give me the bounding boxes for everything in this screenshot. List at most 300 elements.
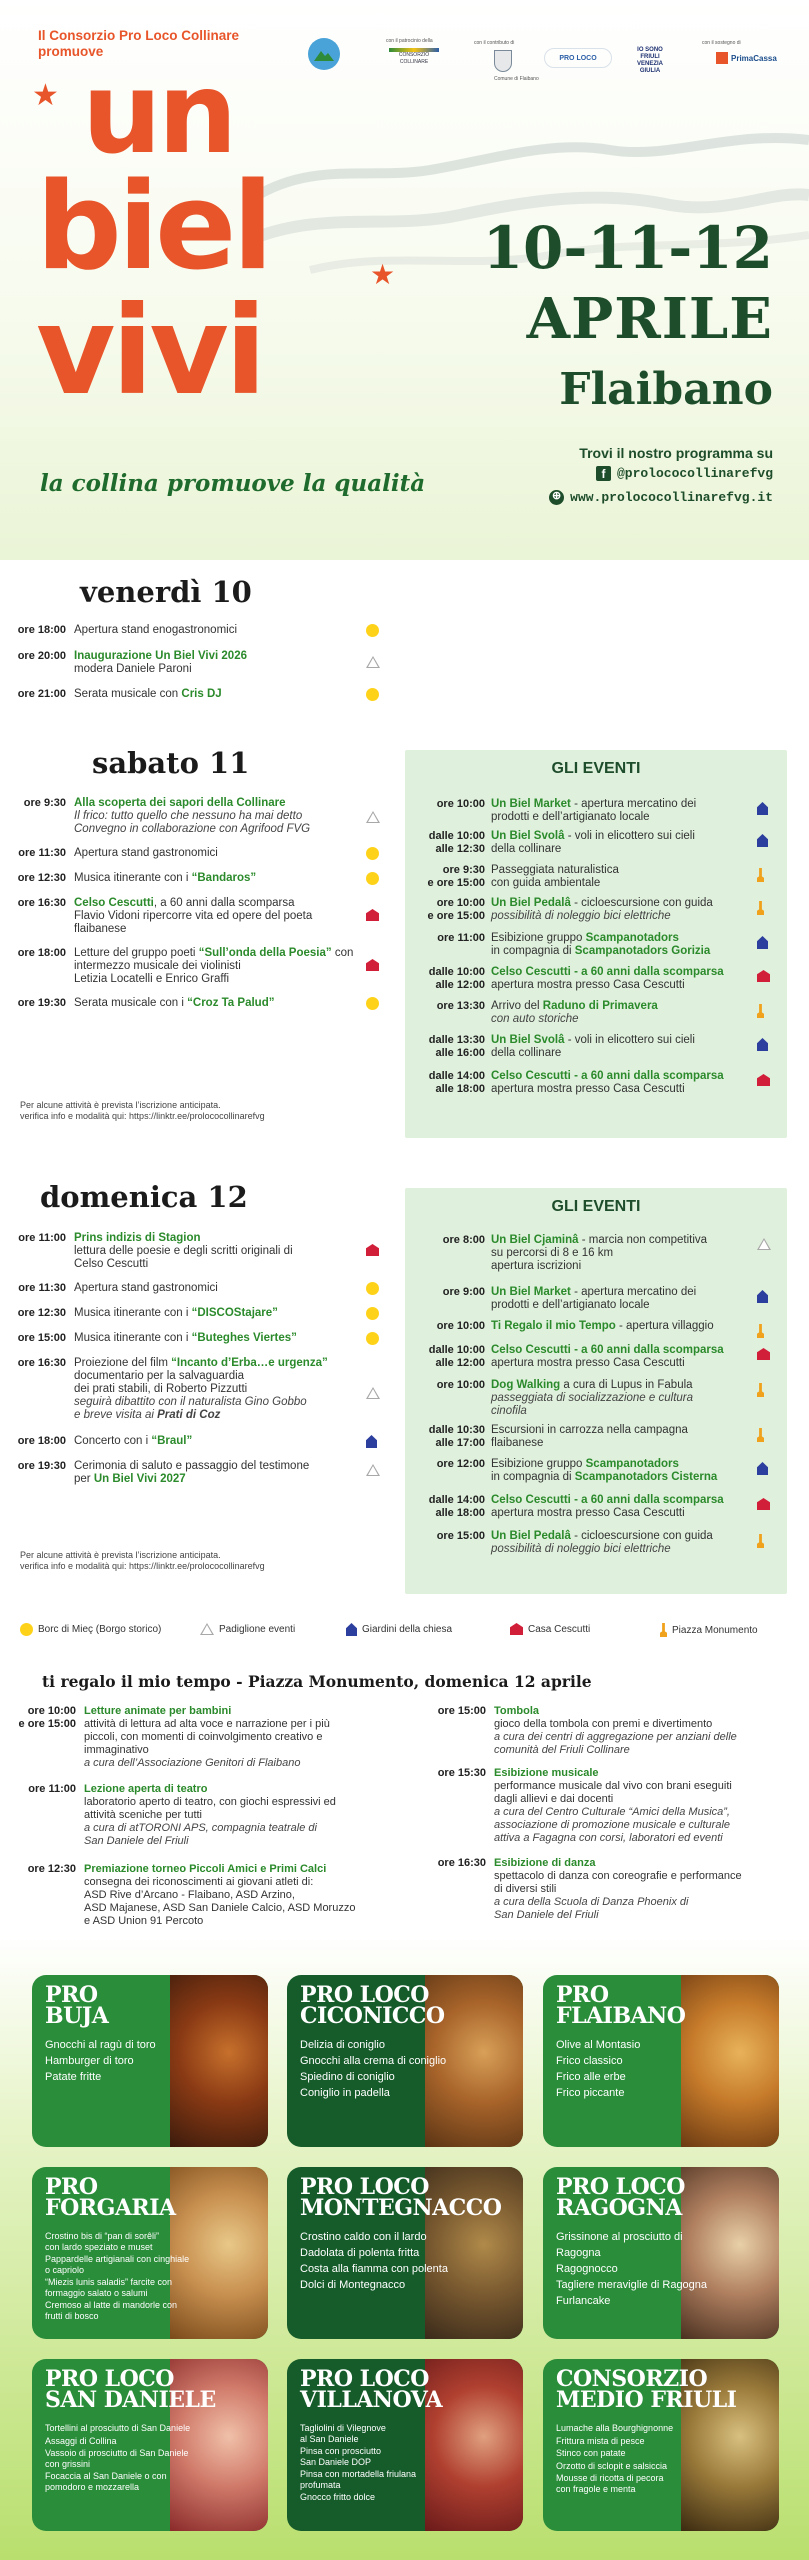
event-time xyxy=(405,1234,485,1247)
regalo-time xyxy=(420,1705,486,1718)
food-menu-item: formaggio salato o salumi xyxy=(45,2287,148,2298)
event-text: - voli in elicottero sui cieli xyxy=(564,830,695,842)
food-card-title xyxy=(556,2174,685,2221)
monument-icon xyxy=(660,1623,667,1637)
yellow-dot-icon xyxy=(366,997,379,1010)
food-menu-item: Pinsa con mortadella friulana xyxy=(300,2469,417,2479)
events-panel-title: GLI EVENTI xyxy=(551,1198,641,1215)
row-text: Serata musicale con xyxy=(74,688,182,700)
row-desc xyxy=(74,997,324,1010)
regalo-text: spettacolo di danza con coreografie e performance xyxy=(494,1870,742,1882)
row-text: Proiezione del film xyxy=(74,1357,172,1369)
venue-marker xyxy=(757,970,770,986)
regalo-text: piccoli, con momenti di coinvolgimento creativo e xyxy=(84,1731,323,1743)
venue-marker xyxy=(366,1332,379,1349)
event-time-line: ore 11:00 xyxy=(437,932,485,944)
logo-caption-contributo: con il contributo di xyxy=(474,40,515,46)
venue-marker xyxy=(366,959,379,975)
regalo-italic: a cura della Scuola di Danza Phoenix di xyxy=(494,1896,689,1908)
row-time: ore 11:30 xyxy=(18,847,66,859)
row-text: Apertura stand gastronomici xyxy=(74,847,218,859)
event-time-line: dalle 14:00 xyxy=(428,1070,485,1082)
event-time-line: dalle 10:00 xyxy=(428,830,485,842)
food-menu-item: Dadolata di polenta fritta xyxy=(300,2247,420,2259)
triangle-icon xyxy=(366,1464,380,1476)
row-desc xyxy=(74,1357,364,1422)
food-menu-item: Pinsa con prosciutto xyxy=(300,2446,382,2456)
food-menu-item: con fragole e menta xyxy=(556,2483,636,2494)
event-time xyxy=(405,1286,485,1299)
venue-marker xyxy=(757,1383,764,1401)
row-text: Apertura stand enogastronomici xyxy=(74,624,238,636)
event-desc xyxy=(491,1424,761,1450)
row-highlight: “Sull’onda della Poesia” xyxy=(198,947,332,959)
row-highlight: Inaugurazione Un Biel Vivi 2026 xyxy=(74,650,247,662)
event-highlight: Un Biel Pedalâ xyxy=(491,897,571,909)
row-highlight: “DISCOStajare” xyxy=(191,1307,278,1319)
event-time-line: ore 8:00 xyxy=(442,1234,485,1246)
row-time: ore 12:30 xyxy=(17,872,66,884)
event-desc xyxy=(491,830,761,856)
event-time xyxy=(405,1034,485,1060)
event-time xyxy=(405,966,485,992)
website-link[interactable] xyxy=(549,490,773,505)
food-menu-item: Ragogna xyxy=(556,2247,601,2259)
food-card xyxy=(543,2167,779,2339)
event-text: - marcia non competitiva xyxy=(578,1234,708,1246)
venue-marker xyxy=(366,1387,380,1403)
event-time-line: alle 12:00 xyxy=(435,979,485,991)
star-icon: ★ xyxy=(370,258,396,291)
house-icon xyxy=(510,1623,523,1635)
event-text: a cura di Lupus in Fabula xyxy=(560,1379,693,1391)
event-time xyxy=(405,1000,485,1013)
row-desc xyxy=(74,872,324,885)
food-card xyxy=(32,2359,268,2531)
food-card-title xyxy=(300,2366,443,2413)
food-menu-item: Hamburger di toro xyxy=(45,2055,134,2067)
venue-marker xyxy=(366,1307,379,1324)
food-card-title xyxy=(45,2366,216,2413)
food-menu xyxy=(45,2039,156,2087)
row-desc xyxy=(74,1307,324,1320)
row-time: ore 21:00 xyxy=(17,688,66,700)
event-highlight: Un Biel Svolâ xyxy=(491,830,565,842)
event-time xyxy=(405,798,485,811)
yellow-dot-icon xyxy=(366,847,379,860)
house-icon xyxy=(366,909,379,921)
food-card-title xyxy=(556,1982,686,2029)
food-menu-item: con grissini xyxy=(45,2458,91,2469)
event-highlight: Un Biel Svolâ xyxy=(491,1034,565,1046)
event-desc xyxy=(491,1379,761,1418)
regalo-text: attività di lettura ad alta voce e narrazione per i più xyxy=(84,1718,330,1730)
row-text: Serata musicale con i xyxy=(74,997,188,1009)
row-desc xyxy=(74,1282,324,1295)
row-text: modera Daniele Paroni xyxy=(74,663,192,675)
regalo-italic: associazione di promozione musicale e culturale xyxy=(494,1819,731,1831)
regalo-text: e ASD Union 91 Percoto xyxy=(84,1915,204,1927)
regalo-right-column xyxy=(420,1705,800,1935)
food-title-line: BUJA xyxy=(45,2003,109,2029)
food-menu-item: Ragognocco xyxy=(556,2263,618,2275)
food-card xyxy=(543,1975,779,2147)
event-time xyxy=(405,1379,485,1392)
event-text: Esibizione gruppo xyxy=(491,1458,586,1470)
church-icon xyxy=(757,834,768,847)
food-menu xyxy=(556,2039,640,2103)
food-card xyxy=(287,2167,523,2339)
church-icon xyxy=(757,936,768,949)
event-time xyxy=(405,1344,485,1370)
venue-marker xyxy=(757,1498,770,1514)
event-time-line: ore 10:00 xyxy=(436,1320,485,1332)
regalo-text: consegna dei riconoscimenti ai giovani atleti di: xyxy=(84,1876,314,1888)
consorzio-logo-label: CONSORZIO COLLINARE xyxy=(398,52,430,65)
food-title-line: PRO xyxy=(556,1982,609,2008)
row-time: ore 19:30 xyxy=(17,1460,66,1472)
regalo-italic: comunità del Friuli Collinare xyxy=(494,1744,630,1756)
row-text: Musica itinerante con i xyxy=(74,1307,192,1319)
legend-item xyxy=(510,1623,590,1635)
venue-marker xyxy=(757,1238,771,1254)
facebook-icon: f xyxy=(596,466,611,481)
row-text: Musica itinerante con i xyxy=(74,1332,192,1344)
event-desc xyxy=(491,1034,761,1060)
event-italic: passeggiata di socializzazione e cultura xyxy=(491,1392,694,1404)
regalo-italic: a cura dei centri di aggregazione per anziani delle xyxy=(494,1731,737,1743)
regalo-highlight: Letture animate per bambini xyxy=(84,1705,232,1717)
venue-marker xyxy=(757,1074,770,1090)
legend-label: Casa Cescutti xyxy=(528,1623,591,1635)
event-text: della collinare xyxy=(491,1047,562,1059)
monument-icon xyxy=(757,868,764,882)
row-time: ore 16:30 xyxy=(17,897,66,909)
food-menu xyxy=(300,2231,448,2295)
row-text: Musica itinerante con i xyxy=(74,872,192,884)
event-time xyxy=(405,1424,485,1450)
regalo-desc xyxy=(494,1767,809,1845)
event-desc xyxy=(491,864,761,890)
row-highlight: Prati di Coz xyxy=(157,1409,221,1421)
food-menu-item: Crostino bis di “pan di sorêli” xyxy=(45,2231,160,2241)
regalo-highlight: Premiazione torneo Piccoli Amici e Primi Calci xyxy=(84,1863,327,1875)
event-time xyxy=(405,1458,485,1471)
comune-crest xyxy=(494,50,512,72)
food-menu-item: Frico classico xyxy=(556,2055,623,2067)
event-time-line: ore 9:00 xyxy=(442,1286,485,1298)
row-time: ore 15:00 xyxy=(17,1332,66,1344)
church-icon xyxy=(757,1462,768,1475)
event-time-line: ore 13:30 xyxy=(436,1000,485,1012)
regalo-italic: attiva a Fagagna con corsi, laboratori ed eventi xyxy=(494,1832,723,1844)
venue-marker xyxy=(757,1004,764,1022)
event-time xyxy=(405,830,485,856)
food-menu-item: Tagliolini di Vilegnove xyxy=(300,2423,386,2433)
house-icon xyxy=(366,959,379,971)
row-time: ore 9:30 xyxy=(23,797,66,809)
primacassa-logo xyxy=(716,50,778,66)
food-title-line: PRO xyxy=(45,1982,98,2008)
regalo-text: ASD Majanese, ASD San Daniele Calcio, ASD Moruzzo xyxy=(84,1902,356,1914)
food-menu xyxy=(556,2231,707,2311)
proloco-logo-label: PRO LOCO xyxy=(559,54,597,62)
row-italic: Il frico: tutto quello che nessuno ha mai detto xyxy=(74,810,303,822)
event-highlight: Un Biel Market xyxy=(491,798,571,810)
regalo-italic: a cura di atTORONI APS, compagnia teatrale di xyxy=(84,1822,317,1834)
venue-marker xyxy=(757,1428,764,1446)
house-icon xyxy=(366,1244,379,1256)
house-icon xyxy=(757,970,770,982)
title-word-vivi: vivi xyxy=(36,280,263,422)
row-time: ore 19:30 xyxy=(17,997,66,1009)
regalo-text: performance musicale dal vivo con brani eseguiti xyxy=(494,1780,732,1792)
saturday-events-panel xyxy=(405,750,787,1138)
row-desc xyxy=(74,947,364,986)
event-time-line: alle 18:00 xyxy=(435,1507,485,1519)
regalo-time-line: ore 10:00 xyxy=(27,1705,76,1717)
legend-item xyxy=(660,1623,758,1637)
logo-caption-patrocinio: con il patrocinio della xyxy=(386,38,433,44)
regalo-time-line: e ore 15:00 xyxy=(18,1718,76,1730)
food-title-line: FORGARIA xyxy=(45,2195,176,2221)
logo-caption-sostegno: con il sostegno di xyxy=(702,40,741,46)
tagline: la collina promuove la qualità xyxy=(40,470,426,497)
event-text: - cicloescursione con guida xyxy=(570,897,713,909)
event-text: - apertura mercatino dei xyxy=(570,1286,697,1298)
food-menu-item: Cremoso al latte di mandorle con xyxy=(45,2300,178,2310)
regalo-time xyxy=(420,1767,486,1780)
row-desc xyxy=(74,1332,324,1345)
globe-icon: ⊕ xyxy=(549,490,564,505)
food-title-line: MONTEGNACCO xyxy=(300,2195,502,2221)
mountain-icon xyxy=(314,47,334,61)
event-text: - cicloescursione con guida xyxy=(570,1530,713,1542)
regalo-time xyxy=(420,1857,486,1870)
event-text: apertura mostra presso Casa Cescutti xyxy=(491,1357,685,1369)
event-text: Arrivo del xyxy=(491,1000,543,1012)
event-month: APRILE xyxy=(526,286,773,352)
food-menu xyxy=(45,2423,190,2494)
saturday-title: sabato 11 xyxy=(92,746,250,780)
event-desc xyxy=(491,1344,761,1370)
food-menu-item: “Miezis lunis saladis” farcite con xyxy=(45,2277,173,2287)
regalo-text: di diversi stili xyxy=(494,1883,557,1895)
food-menu-item: Dolci di Montegnacco xyxy=(300,2279,406,2291)
regalo-time xyxy=(10,1783,76,1796)
food-card-title xyxy=(300,1982,445,2029)
house-icon xyxy=(757,1348,770,1360)
food-card-title xyxy=(300,2174,502,2221)
legend-label: Padiglione eventi xyxy=(219,1623,296,1635)
event-time-line: dalle 10:00 xyxy=(428,1344,485,1356)
friday-title: venerdì 10 xyxy=(80,575,252,609)
legend-item xyxy=(20,1623,161,1636)
food-card xyxy=(32,1975,268,2147)
event-time-line: ore 12:00 xyxy=(436,1458,485,1470)
food-card-title xyxy=(45,1982,109,2029)
row-text: per xyxy=(74,1473,94,1485)
food-menu xyxy=(45,2231,189,2323)
regalo-desc xyxy=(494,1857,809,1922)
venue-marker xyxy=(366,656,380,672)
regalo-text: laboratorio aperto di teatro, con giochi espressivi ed xyxy=(84,1796,336,1808)
food-card-title xyxy=(45,2174,176,2221)
food-menu-item: Frittura mista di pesce xyxy=(556,2435,645,2446)
row-text: Concerto con i xyxy=(74,1435,152,1447)
event-time-line: e ore 15:00 xyxy=(427,877,485,889)
consorzio-logo xyxy=(386,48,442,66)
food-menu-item: o capriolo xyxy=(45,2264,85,2275)
row-desc xyxy=(74,797,324,836)
event-highlight: Dog Walking xyxy=(491,1379,561,1391)
note-link[interactable]: verifica info e modalità qui: https://linktr.ee/prolococollinarefvg xyxy=(20,1111,265,1121)
facebook-link[interactable] xyxy=(596,466,773,481)
row-text: dei prati stabili, di Roberto Pizzutti xyxy=(74,1383,248,1395)
yellow-dot-icon xyxy=(366,624,379,637)
event-desc xyxy=(491,1494,761,1520)
venue-marker xyxy=(757,868,764,886)
star-icon: ★ xyxy=(32,78,59,113)
event-italic: cinofila xyxy=(491,1405,527,1417)
event-time xyxy=(405,1530,485,1543)
food-card xyxy=(287,1975,523,2147)
event-desc xyxy=(491,798,761,824)
row-desc xyxy=(74,847,324,860)
event-highlight: Raduno di Primavera xyxy=(542,1000,658,1012)
row-italic: e breve visita ai xyxy=(74,1409,158,1421)
fvg-logo xyxy=(630,46,670,76)
legend-label: Borc di Mieç (Borgo storico) xyxy=(38,1624,162,1635)
food-title-line: MEDIO FRIULI xyxy=(556,2387,737,2413)
program-info-text: Trovi il nostro programma su xyxy=(579,445,773,461)
row-italic: Convegno in collaborazione con Agrifood FVG xyxy=(74,823,311,835)
row-highlight: “Croz Ta Palud” xyxy=(187,997,275,1009)
event-time-line: alle 12:30 xyxy=(435,843,485,855)
food-menu-item: Gnocchi al ragù di toro xyxy=(45,2039,156,2051)
event-desc xyxy=(491,1320,761,1333)
row-time: ore 18:00 xyxy=(17,1435,66,1447)
registration-note xyxy=(20,1100,265,1122)
event-italic: possibilità di noleggio bici elettriche xyxy=(491,910,671,922)
row-desc xyxy=(74,688,324,701)
yellow-dot-icon xyxy=(366,688,379,701)
food-title-line: PRO xyxy=(45,2174,98,2200)
event-highlight: Scampanotadors Gorizia xyxy=(574,945,711,957)
food-card xyxy=(32,2167,268,2339)
event-desc xyxy=(491,897,761,923)
row-desc xyxy=(74,650,324,676)
venue-marker xyxy=(366,688,379,705)
venue-marker xyxy=(757,901,764,919)
row-text: Celso Cescutti xyxy=(74,1258,149,1270)
row-time: ore 11:00 xyxy=(18,1232,66,1244)
proloco-logo xyxy=(544,48,612,68)
church-icon xyxy=(757,1290,768,1303)
food-menu xyxy=(556,2423,673,2496)
row-desc xyxy=(74,1460,364,1486)
food-menu-item: Mousse di ricotta di pecora xyxy=(556,2473,664,2483)
note-link[interactable]: verifica info e modalità qui: https://linktr.ee/prolococollinarefvg xyxy=(20,1561,265,1571)
event-highlight: Celso Cescutti - a 60 anni dalla scomparsa xyxy=(491,1494,724,1506)
regalo-desc xyxy=(84,1705,404,1770)
event-highlight: Ti Regalo il mio Tempo xyxy=(491,1320,616,1332)
row-desc xyxy=(74,624,324,637)
triangle-icon xyxy=(757,1238,771,1250)
event-text: apertura iscrizioni xyxy=(491,1260,582,1272)
row-time: ore 16:30 xyxy=(17,1357,66,1369)
row-text: , a 60 anni dalla scomparsa xyxy=(153,897,295,909)
venue-marker xyxy=(366,1282,379,1299)
event-time-line: alle 16:00 xyxy=(435,1047,485,1059)
food-menu-item: Orzotto di sclopit e salsiccia xyxy=(556,2460,668,2471)
row-time: ore 20:00 xyxy=(17,650,66,662)
sunday-title: domenica 12 xyxy=(40,1180,248,1214)
row-text: documentario per la salvaguardia xyxy=(74,1370,245,1382)
event-time xyxy=(405,1320,485,1333)
note-line: Per alcune attività è prevista l’iscrizione anticipata. xyxy=(20,1100,221,1110)
facebook-handle[interactable]: @prolococollinarefvg xyxy=(616,466,773,481)
food-menu-item: Costa alla fiamma con polenta xyxy=(300,2263,448,2275)
food-title-line: SAN DANIELE xyxy=(45,2387,216,2413)
row-highlight: “Braul” xyxy=(151,1435,193,1447)
food-photo xyxy=(170,1975,268,2147)
event-highlight: Un Biel Market xyxy=(491,1286,571,1298)
food-menu-item: Gnocco fritto dolce xyxy=(300,2492,376,2502)
event-text: apertura mostra presso Casa Cescutti xyxy=(491,979,685,991)
food-menu-item: Tagliere meraviglie di Ragogna xyxy=(556,2279,708,2291)
food-title-line: PRO LOCO xyxy=(45,2366,174,2392)
triangle-icon xyxy=(366,811,380,823)
regalo-italic: a cura dell’Associazione Genitori di Flaibano xyxy=(84,1757,301,1769)
venue-marker xyxy=(366,624,379,641)
regalo-time xyxy=(10,1705,76,1731)
food-menu-item: Patate fritte xyxy=(45,2071,102,2083)
food-menu-item: con lardo speziato e muset xyxy=(45,2241,153,2252)
event-text: su percorsi di 8 e 16 km xyxy=(491,1247,614,1259)
yellow-dot-icon xyxy=(20,1623,33,1636)
venue-legend xyxy=(20,1623,800,1641)
event-italic: possibilità di noleggio bici elettriche xyxy=(491,1543,671,1555)
food-menu-item: Tortellini al prosciutto di San Daniele xyxy=(45,2423,191,2433)
website-url[interactable]: www.prolococollinarefvg.it xyxy=(570,490,773,505)
regalo-desc xyxy=(84,1863,404,1928)
yellow-dot-icon xyxy=(366,872,379,885)
event-highlight: Scampanotadors xyxy=(585,1458,679,1470)
event-time-line: dalle 10:30 xyxy=(428,1424,485,1436)
primacassa-mark-icon xyxy=(716,52,728,64)
monument-icon xyxy=(757,1383,764,1397)
regalo-time-line: ore 16:30 xyxy=(437,1857,486,1869)
house-icon xyxy=(757,1498,770,1510)
legend-item xyxy=(200,1623,295,1635)
food-title-line: PRO LOCO xyxy=(300,1982,429,2008)
event-time-line: alle 17:00 xyxy=(435,1437,485,1449)
promo-line-2: promuove xyxy=(38,44,104,59)
food-card xyxy=(543,2359,779,2531)
event-text: apertura mostra presso Casa Cescutti xyxy=(491,1507,685,1519)
event-time-line: ore 10:00 xyxy=(436,798,485,810)
legend-label: Giardini della chiesa xyxy=(362,1624,453,1635)
regalo-italic: a cura del Centro Culturale “Amici della Musica”, xyxy=(494,1806,730,1818)
legend-label: Piazza Monumento xyxy=(672,1624,758,1636)
sunday-events-panel xyxy=(405,1188,787,1594)
regalo-desc xyxy=(494,1705,809,1757)
food-menu-item: Stinco con patate xyxy=(556,2448,626,2458)
event-highlight: Celso Cescutti - a 60 anni dalla scomparsa xyxy=(491,1070,724,1082)
fvg-logo-label: IO SONO FRIULI VENEZIA GIULIA xyxy=(636,47,663,74)
regalo-text: attività sceniche per tutti xyxy=(84,1809,203,1821)
